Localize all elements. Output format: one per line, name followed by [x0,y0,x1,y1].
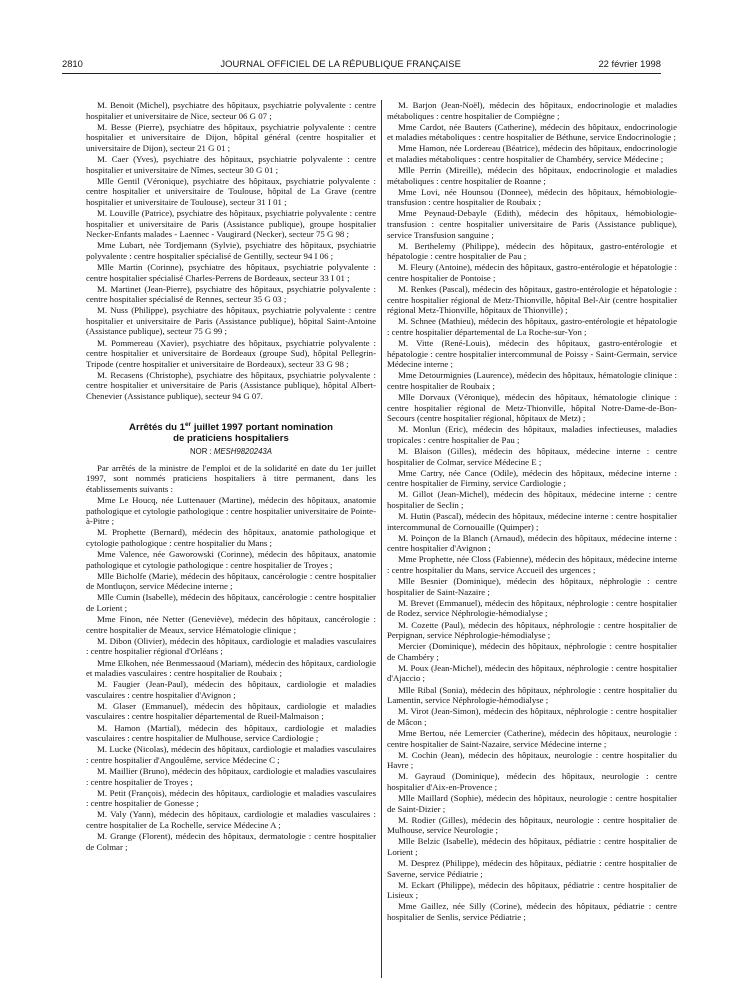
appointment-paragraph: M. Dibon (Olivier), médecin des hôpitaux, cardiologie et maladies vasculaires : centre hospitalier régional d'Orléans ; [86,635,376,657]
section-heading [96,419,366,445]
appointment-paragraph: M. Blaison (Gilles), médecin des hôpitaux, médecine interne : centre hospitalier de Colmar, service Médecine E ; [387,446,677,467]
left-column-entries [86,100,376,402]
appointment-paragraph: Mlle Bicholfe (Marie), médecin des hôpitaux, cancérologie : centre hospitalier de Montluçon, service Médecine interne ; [86,570,376,592]
journal-title: JOURNAL OFFICIEL DE LA RÉPUBLIQUE FRANÇAISE [220,58,461,69]
appointment-paragraph: M. Poux (Jean-Michel), médecin des hôpitaux, néphrologie : centre hospitalier d'Ajaccio ; [387,662,677,684]
appointment-paragraph: M. Barjon (Jean-Noël), médecin des hôpitaux, endocrinologie et maladies métaboliques : centre hospitalier de Compiègne ; [387,100,677,121]
appointment-paragraph: M. Eckart (Philippe), médecin des hôpitaux, pédiatrie : centre hospitalier de Lisieux ; [387,879,677,901]
nor-reference [86,447,376,456]
appointment-paragraph: Mlle Perrin (Mireille), médecin des hôpitaux, endocrinologie et maladies métaboliques : centre hospitalier de Roanne ; [387,165,677,186]
column-divider [381,100,382,978]
heading-text-cont: juillet 1997 portant nomination [191,421,333,433]
appointment-paragraph: Mlle Dorvaux (Véronique), médecin des hôpitaux, hématologie clinique : centre hospitalier régional de Metz-Thionville, hôpital Notre-Dame-de-Bon-Secours (centre hospitalier régional, hôpitaux de Metz) ; [387,392,677,424]
appointment-paragraph: Mercier (Dominique), médecin des hôpitaux, néphrologie : centre hospitalier de Chambéry ; [387,641,677,662]
appointment-paragraph: Mlle Ribal (Sonia), médecin des hôpitaux, néphrologie : centre hospitalier du Lamentin, service Néphrologie-hémodialyse ; [387,684,677,706]
appointment-paragraph: Mme Bertou, née Lemercier (Catherine), médecin des hôpitaux, neurologie : centre hospitalier de Saint-Nazaire, service Médecine interne ; [387,727,677,749]
appointment-paragraph: M. Besse (Pierre), psychiatre des hôpitaux, psychiatrie polyvalente : centre hospitalier et universitaire de Dijon, hôpital général (centre hospitalier et universitaire de Dijon), secteur 21 G 01 ; [86,121,376,153]
appointment-paragraph: Mlle Martin (Corinne), psychiatre des hôpitaux, psychiatrie polyvalente : centre hospitalier spécialisé Charles-Perrens de Bordeaux, secteur 33 I 01 ; [86,261,376,283]
appointment-paragraph: M. Vitte (René-Louis), médecin des hôpitaux, gastro-entérologie et hépatologie : centre hospitalier intercommunal de Poissy - Saint-Germain, service Médecine interne ; [387,338,677,370]
appointment-paragraph: Mme Prophette, née Closs (Fabienne), médecin des hôpitaux, médecine interne : centre hospitalier du Mans, service Accueil des urgences ; [387,554,677,576]
appointment-paragraph: M. Maillier (Bruno), médecin des hôpitaux, cardiologie et maladies vasculaires : centre hospitalier de Troyes ; [86,765,376,787]
appointment-paragraph: Mme Elkohen, née Benmessaoud (Mariam), médecin des hôpitaux, cardiologie et maladies vasculaires : centre hospitalier de Roubaix ; [86,657,376,679]
header-rule [62,73,661,74]
nor-code: MESH9820243A [213,446,272,456]
nor-label: NOR : [190,446,214,456]
appointment-paragraph: M. Nuss (Philippe), psychiatre des hôpitaux, psychiatrie polyvalente : centre hospitalier et universitaire de Paris (Assistance publique), hôpital Saint-Antoine (Assistance publique), secteur 75 G 99 ; [86,305,376,337]
right-column-appointments [387,100,677,923]
appointment-paragraph: M. Faugier (Jean-Paul), médecin des hôpitaux, cardiologie et maladies vasculaires : centre hospitalier d'Avignon ; [86,679,376,700]
appointment-paragraph: M. Louville (Patrice), psychiatre des hôpitaux, psychiatrie polyvalente : centre hospitalier et universitaire de Paris (Assistance publique), groupe hospitalier Necker-Enfants malades - Laennec - Vaugirard (Necker), secteur 75 G 98 ; [86,207,376,240]
appointment-paragraph: M. Martinet (Jean-Pierre), psychiatre des hôpitaux, psychiatrie polyvalente : centre hospitalier spécialisé de Rennes, secteur 35 G 03 ; [86,283,376,305]
appointment-paragraph: M. Grange (Florent), médecin des hôpitaux, dermatologie : centre hospitalier de Colmar ; [86,831,376,852]
appointment-paragraph: M. Hutin (Pascal), médecin des hôpitaux, médecine interne : centre hospitalier intercommunal de Cornouaille (Quimper) ; [387,511,677,532]
appointment-paragraph: Mme Lovi, née Hounsou (Donnee), médecin des hôpitaux, hémobiologie-transfusion : centre hospitalier de Roubaix ; [387,186,677,208]
right-column [387,100,677,923]
appointment-paragraph: Mlle Cumin (Isabelle), médecin des hôpitaux, cancérologie : centre hospitalier de Lorient ; [86,592,376,614]
appointment-paragraph: Mlle Belzic (Isabelle), médecin des hôpitaux, pédiatrie : centre hospitalier de Lorient ; [387,836,677,857]
appointment-paragraph: Mme Le Houcq, née Luttenauer (Martine), médecin des hôpitaux, anatomie pathologique et cytologie pathologique : centre hospitalier universitaire de Pointe-à-Pitre ; [86,495,376,527]
appointment-paragraph: M. Gayraud (Dominique), médecin des hôpitaux, neurologie : centre hospitalier d'Aix-en-Provence ; [387,771,677,792]
appointment-paragraph: Mme Hamon, née Lordereau (Béatrice), médecin des hôpitaux, endocrinologie et maladies métaboliques : centre hospitalier de Chambéry, service Médecine ; [387,143,677,164]
appointment-paragraph: M. Rodier (Gilles), médecin des hôpitaux, neurologie : centre hospitalier de Mulhouse, service Neurologie ; [387,814,677,836]
appointment-paragraph: Mlle Maillard (Sophie), médecin des hôpitaux, neurologie : centre hospitalier de Saint-Dizier ; [387,793,677,814]
appointment-paragraph: M. Lucke (Nicolas), médecin des hôpitaux, cardiologie et maladies vasculaires : centre hospitalier d'Angoulême, service Médecine C ; [86,744,376,765]
appointment-paragraph: Mme Detourmignies (Laurence), médecin des hôpitaux, hématologie clinique : centre hospitalier de Roubaix ; [387,370,677,391]
appointment-paragraph: M. Cochin (Jean), médecin des hôpitaux, neurologie : centre hospitalier du Havre ; [387,749,677,771]
appointment-paragraph: M. Hamon (Martial), médecin des hôpitaux, cardiologie et maladies vasculaires : centre hospitalier de Mulhouse, service Cardiologie ; [86,722,376,744]
appointment-paragraph: Mme Gaillez, née Silly (Corine), médecin des hôpitaux, pédiatrie : centre hospitalier de Senlis, service Pédiatrie ; [387,901,677,923]
appointment-paragraph: Mme Finon, née Netter (Geneviève), médecin des hôpitaux, cancérologie : centre hospitalier de Meaux, service Hématologie clinique ; [86,614,376,635]
publication-date: 22 février 1998 [598,58,661,69]
appointment-paragraph: M. Schnee (Mathieu), médecin des hôpitaux, gastro-entérologie et hépatologie : centre hospitalier départemental de La Roche-sur-Yon ; [387,316,677,337]
appointment-paragraph: M. Petit (François), médecin des hôpitaux, cardiologie et maladies vasculaires : centre hospitalier de Gonesse ; [86,787,376,809]
appointment-paragraph: Mlle Gentil (Véronique), psychiatre des hôpitaux, psychiatrie polyvalente : centre hospitalier et universitaire de Toulouse, hôpital de La Grave (centre hospitalier et universitaire de Toulouse), secteur 31 I 01 ; [86,175,376,207]
appointment-paragraph: M. Valy (Yann), médecin des hôpitaux, cardiologie et maladies vasculaires : centre hospitalier de La Rochelle, service Médecine A ; [86,809,376,830]
appointment-paragraph: M. Prophette (Bernard), médecin des hôpitaux, anatomie pathologique et cytologie pathologique : centre hospitalier du Mans ; [86,527,376,548]
appointment-paragraph: M. Monlun (Eric), médecin des hôpitaux, maladies infectieuses, maladies tropicales : centre hospitalier de Pau ; [387,424,677,445]
page-number: 2810 [62,58,83,69]
appointment-paragraph: M. Cozette (Paul), médecin des hôpitaux, néphrologie : centre hospitalier de Perpignan, service Néphrologie-hémodialyse ; [387,619,677,641]
appointment-paragraph: Mme Cartry, née Cance (Odile), médecin des hôpitaux, médecine interne : centre hospitalier de Firminy, service Cardiologie ; [387,467,677,489]
appointment-paragraph: M. Benoit (Michel), psychiatre des hôpitaux, psychiatrie polyvalente : centre hospitalier et universitaire de Nice, secteur 06 G 07 ; [86,100,376,121]
appointment-paragraph: M. Desprez (Philippe), médecin des hôpitaux, pédiatrie : centre hospitalier de Saverne, service Pédiatrie ; [387,858,677,879]
heading-text: Arrêtés du 1 [129,421,186,433]
heading-superscript: er [185,420,192,428]
page-header [62,58,661,72]
appointment-paragraph: M. Virot (Jean-Simon), médecin des hôpitaux, néphrologie : centre hospitalier de Mâcon ; [387,706,677,727]
appointment-paragraph: M. Glaser (Emmanuel), médecin des hôpitaux, cardiologie et maladies vasculaires : centre hospitalier départemental de Rueil-Malmaison ; [86,700,376,722]
appointment-paragraph: M. Gillot (Jean-Michel), médecin des hôpitaux, médecine interne : centre hospitalier de Seclin ; [387,489,677,510]
appointment-paragraph: M. Renkes (Pascal), médecin des hôpitaux, gastro-entérologie et hépatologie : centre hospitalier régional de Metz-Thionville, hôpital Bel-Air (centre hospitalier régional Metz-Thionville, hôpitaux de Thionville) ; [387,284,677,316]
appointment-paragraph: Mme Valence, née Gaworowski (Corinne), médecin des hôpitaux, anatomie pathologique et cytologie pathologique : centre hospitalier de Troyes ; [86,549,376,570]
appointment-paragraph: M. Recasens (Christophe), psychiatre des hôpitaux, psychiatrie polyvalente : centre hospitalier et universitaire de Paris (Assistance publique), hôpital Albert-Chenevier (Assistance publique), secteur 94 G 07. [86,369,376,402]
heading-text-line2: de praticiens hospitaliers [173,433,289,445]
appointment-paragraph: M. Pommereau (Xavier), psychiatre des hôpitaux, psychiatrie polyvalente : centre hospitalier et universitaire de Bordeaux (groupe Sud), hôpital Pellegrin-Tripode (centre hospitalier et universitaire de Bordeaux), secteur 33 G 98 ; [86,337,376,369]
appointment-paragraph: Par arrêtés de la ministre de l'emploi et de la solidarité en date du 1er juillet 1997, sont nommés praticiens hospitaliers à titre permanent, dans les établissements suivants : [86,462,376,494]
appointment-paragraph: Mme Cardot, née Bauters (Catherine), médecin des hôpitaux, endocrinologie et maladies métaboliques : centre hospitalier de Béthune, service Endocrinologie ; [387,121,677,143]
appointment-paragraph: Mme Peynaud-Debayle (Edith), médecin des hôpitaux, hémobiologie-transfusion : centre hospitalier universitaire de Paris (Assistance publique), service Transfusion sanguine ; [387,208,677,240]
appointment-paragraph: M. Fleury (Antoine), médecin des hôpitaux, gastro-entérologie et hépatologie : centre hospitalier de Pontoise ; [387,262,677,283]
left-column [86,100,376,853]
appointment-paragraph: M. Poinçon de la Blanch (Arnaud), médecin des hôpitaux, médecine interne : centre hospitalier d'Avignon ; [387,532,677,554]
appointment-paragraph: Mlle Besnier (Dominique), médecin des hôpitaux, néphrologie : centre hospitalier de Saint-Nazaire ; [387,576,677,597]
appointment-paragraph: Mme Lubart, née Tordjemann (Sylvie), psychiatre des hôpitaux, psychiatrie polyvalente : centre hospitalier spécialisé de Gentilly, secteur 94 I 06 ; [86,240,376,261]
appointment-paragraph: M. Berthelemy (Philippe), médecin des hôpitaux, gastro-entérologie et hépatologie : centre hospitalier de Pau ; [387,240,677,262]
appointment-paragraph: M. Brevet (Emmanuel), médecin des hôpitaux, néphrologie : centre hospitalier de Rodez, service Néphrologie-hémodialyse ; [387,597,677,619]
left-column-appointments [86,463,376,852]
appointment-paragraph: M. Caer (Yves), psychiatre des hôpitaux, psychiatrie polyvalente : centre hospitalier et universitaire de Nîmes, secteur 30 G 01 ; [86,153,376,175]
